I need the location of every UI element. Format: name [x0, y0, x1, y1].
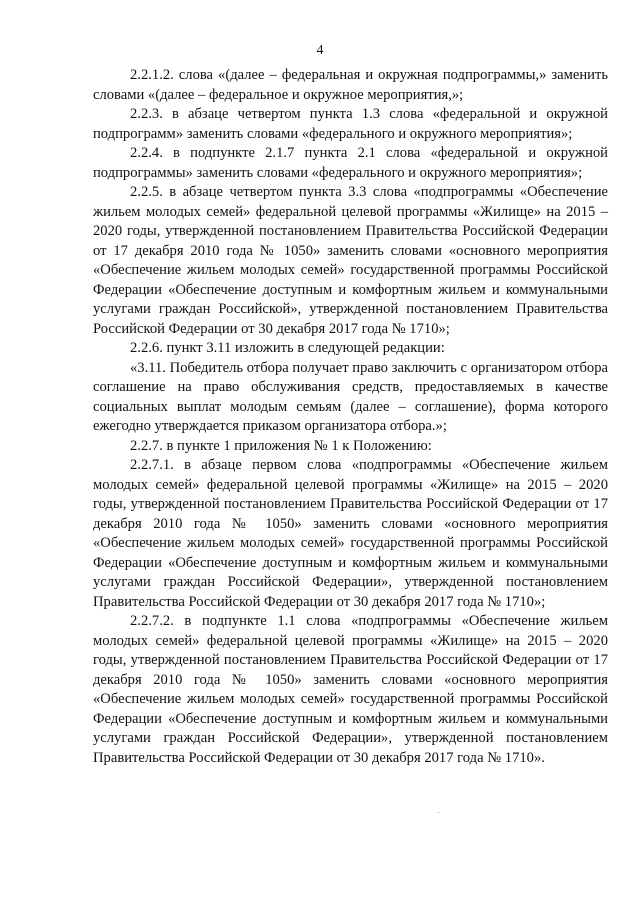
- paragraph-2-2-5: 2.2.5. в абзаце четвертом пункта 3.3 слова «подпрограммы «Обеспечение жильем молодых семей» федеральной целевой программы «Жилище» на 2015 – 2020 годы, утвержденной постановлением Правительства Российской Федерации от 17 декабря 2010 года № 1050» заменить словами «основного мероприятия «Обеспечение жильем молодых семей» государственной программы Российской Федерации «Обеспечение доступным и комфортным жильем и коммунальными услугами граждан Российской», утвержденной постановлением Правительства Российской Федерации от 30 декабря 2017 года № 1710»;: [93, 184, 608, 337]
- scan-speck: [438, 812, 439, 813]
- paragraph-2-2-3: 2.2.3. в абзаце четвертом пункта 1.3 слова «федеральной и окружной подпрограмм» заменить словами «федерального и окружного мероприятия»;: [93, 106, 608, 142]
- paragraph-2-2-7-1: 2.2.7.1. в абзаце первом слова «подпрограммы «Обеспечение жильем молодых семей» федеральной целевой программы «Жилище» на 2015 – 2020 годы, утвержденной постановлением Правительства Российской Федерации от 17 декабря 2010 года № 1050» заменить словами «основного мероприятия «Обеспечение жильем молодых семей» государственной программы Российской Федерации «Обеспечение доступным и комфортным жильем и коммунальными услугами граждан Российской Федерации», утвержденной постановлением Правительства Российской Федерации от 30 декабря 2017 года № 1710»;: [93, 457, 608, 610]
- paragraph-2-2-6: 2.2.6. пункт 3.11 изложить в следующей редакции:: [130, 340, 445, 356]
- paragraph-2-2-7: 2.2.7. в пункте 1 приложения № 1 к Положению:: [130, 437, 432, 454]
- paragraph-3-11-quote: «3.11. Победитель отбора получает право заключить с организатором отбора соглашение на право обслуживания средств, предоставляемых в качестве социальных выплат молодым семьям (далее – соглашение), форма которого ежегодно утверждается приказом организатора отбора.»;: [93, 359, 608, 434]
- paragraph-2-2-7-2: 2.2.7.2. в подпункте 1.1 слова «подпрограммы «Обеспечение жильем молодых семей» федеральной целевой программы «Жилище» на 2015 – 2020 годы, утвержденной постановлением Правительства Российской Федерации от 17 декабря 2010 года № 1050» заменить словами «основного мероприятия «Обеспечение жильем молодых семей» государственной программы Российской Федерации «Обеспечение доступным и комфортным жильем и коммунальными услугами граждан Российской Федерации», утвержденной постановлением Правительства Российской Федерации от 30 декабря 2017 года № 1710».: [93, 613, 608, 766]
- page-number: 4: [316, 43, 324, 58]
- paragraph-2-2-1-2: 2.2.1.2. слова «(далее – федеральная и окружная подпрограммы,» заменить словами «(далее – федеральное и окружное мероприятия,»;: [93, 67, 608, 103]
- paragraph-2-2-4: 2.2.4. в подпункте 2.1.7 пункта 2.1 слова «федеральной и окружной подпрограммы» заменить словами «федерального и окружного мероприятия»;: [93, 145, 608, 181]
- document-body: [93, 66, 608, 768]
